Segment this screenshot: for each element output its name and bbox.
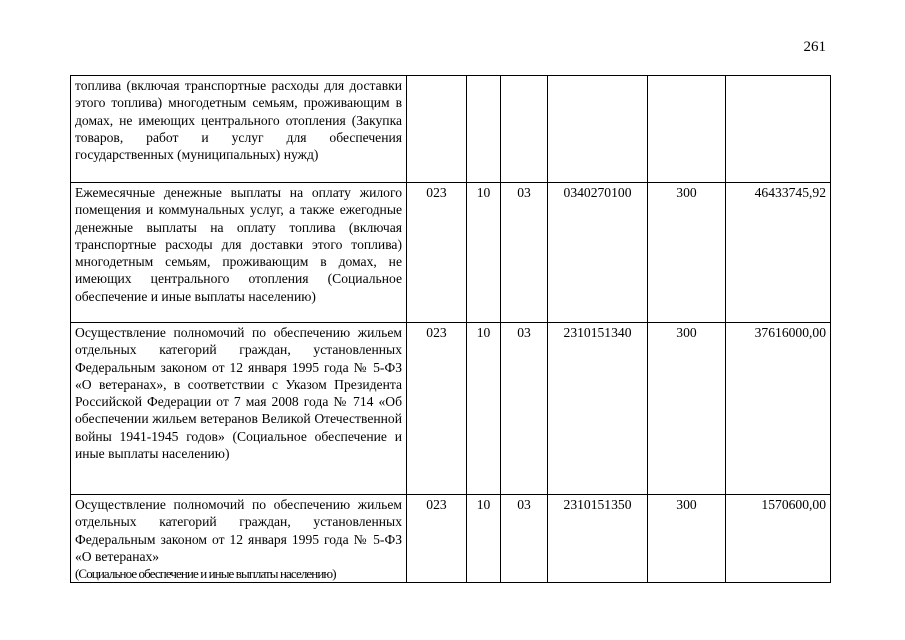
ministry-code: 023 (407, 323, 467, 495)
expense-type-code: 300 (648, 495, 726, 583)
row-description: Ежемесячные денежные выплаты на оплату жилого помещения и коммунальных услуг, а также ежегодные денежные выплаты на оплату топлива (включая транспортные расходы для доставки этого топлива) многодетным семьям, проживающим в домах, не имеющих центрального отопления (Социальное обеспечение и иные выплаты населению) (71, 183, 407, 323)
ministry-code: 023 (407, 183, 467, 323)
amount: 1570600,00 (726, 495, 831, 583)
expense-type-code: 300 (648, 183, 726, 323)
section-code: 10 (467, 495, 501, 583)
amount: 37616000,00 (726, 323, 831, 495)
row-description (71, 495, 407, 583)
table-row (71, 495, 831, 583)
ministry-code (407, 76, 467, 183)
page-number: 261 (803, 39, 826, 55)
target-article-code (548, 76, 648, 183)
target-article-code: 0340270100 (548, 183, 648, 323)
target-article-code: 2310151340 (548, 323, 648, 495)
amount: 46433745,92 (726, 183, 831, 323)
section-code: 10 (467, 323, 501, 495)
row-description: топлива (включая транспортные расходы для доставки этого топлива) многодетным семьям, проживающим в домах, не имеющих центрального отопления (Закупка товаров, работ и услуг для обеспечения государственных (муниципальных) нужд) (71, 76, 407, 183)
table-row (71, 76, 831, 183)
expense-type-code (648, 76, 726, 183)
subsection-code: 03 (501, 183, 548, 323)
table-row (71, 183, 831, 323)
section-code: 10 (467, 183, 501, 323)
budget-table (70, 75, 831, 583)
row-description-main: Осуществление полномочий по обеспечению жильем отдельных категорий граждан, установленных Федеральным законом от 12 января 1995 года № 5-ФЗ «О ветеранах» (75, 497, 402, 564)
row-description-tail: (Социальное обеспечение и иные выплаты населению) (75, 566, 336, 582)
ministry-code: 023 (407, 495, 467, 583)
target-article-code: 2310151350 (548, 495, 648, 583)
table-row (71, 323, 831, 495)
subsection-code (501, 76, 548, 183)
row-description: Осуществление полномочий по обеспечению жильем отдельных категорий граждан, установленных Федеральным законом от 12 января 1995 года № 5-ФЗ «О ветеранах», в соответствии с Указом Президента Российской Федерации от 7 мая 2008 года № 714 «Об обеспечении жильем ветеранов Великой Отечественной войны 1941-1945 годов» (Социальное обеспечение и иные выплаты населению) (71, 323, 407, 495)
expense-type-code: 300 (648, 323, 726, 495)
section-code (467, 76, 501, 183)
subsection-code: 03 (501, 495, 548, 583)
subsection-code: 03 (501, 323, 548, 495)
amount (726, 76, 831, 183)
